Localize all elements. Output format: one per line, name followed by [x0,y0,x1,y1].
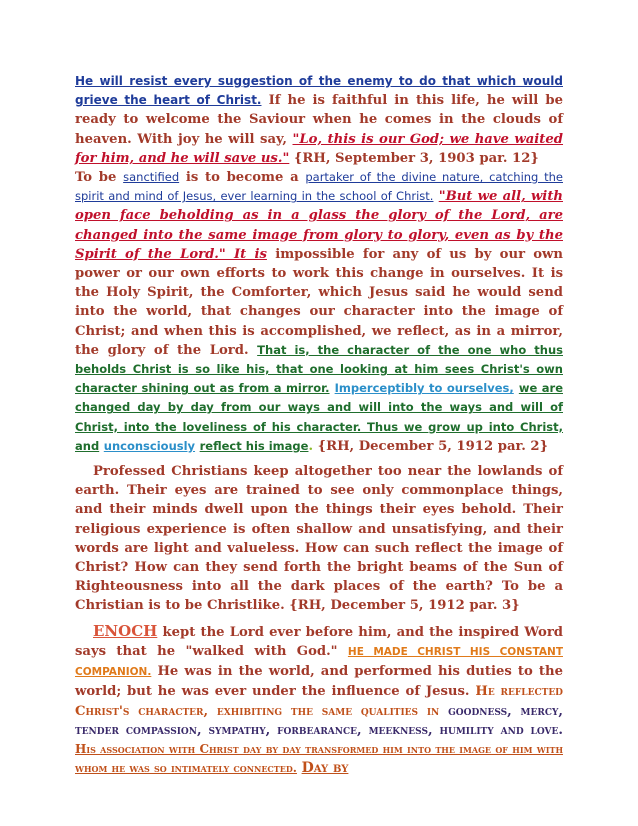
body-text: Professed Christians keep altogether too near the lowlands of earth. Their eyes are trained to see only commonplace things, and their minds dwell upon the things their eyes behold. Their religious experience is often shallow and unsatisfying, and their words are light and valueless. How can such reflect the image of Christ? How can they send forth the bright beams of the Sun of Righteousness into all the dark places of the earth? To be a Christian is to be Christlike. {RH, December 5, 1912 par. 3} [75,464,563,614]
paragraph-2 [75,168,563,456]
body-text: kept the Lord ever before him, and the inspired Word says that he "walked with God." [75,624,563,659]
paragraph-3 [75,462,563,616]
document-page [75,72,563,778]
underlined-word: sanctified [123,170,180,185]
underlined-green-text: we are changed day by day from our ways and will into the ways and will of Christ, into the loveliness of his character. Thus we grow up into Christ, and [75,381,563,453]
underlined-blue-text: partaker of the divine nature, catching the spirit and mind of Jesus, ever learning in the school of Christ. [75,170,563,204]
underlined-blue-text: He will resist every suggestion of the enemy to do that which would grieve the heart of Christ. [75,74,563,108]
underlined-small-caps-text: Day by [301,760,349,777]
paragraph-4 [75,622,563,779]
underlined-green-text: That is, the character of the one who thus beholds Christ is so like his, that one looking at him sees Christ's own character shining out as from a mirror. [75,342,563,396]
body-text: impossible for any of us by our own power or our own efforts to work this change in ourselves. It is the Holy Spirit, the Comforter, which Jesus said he would send into the world, that changes our character into the image of Christ; and when this is accomplished, we reflect, as in a mirror, the glory of the Lord. [75,246,563,358]
enoch-heading: ENOCH [93,621,158,640]
scripture-quote: "But we all, with open face beholding as in a glass the glory of the Lord, are changed into the same image from glory to glory, even as by the Spirit of the Lord." It is [75,189,563,262]
body-text: is to become a [179,170,306,186]
underlined-small-caps-text: His association with Christ day by day transformed him into the image of him with whom he was so intimately connected. [75,741,563,776]
small-caps-text: He reflected Christ's character, exhibiting the same qualities in [75,684,563,719]
underlined-light-blue-text: Imperceptibly to ourselves, [334,381,514,396]
underlined-green-text: reflect his image [199,438,309,453]
reference-citation: {RH, September 3, 1903 par. 12} [289,150,539,166]
body-text: If he is faithful in this life, he will be ready to welcome the Saviour when he comes in the clouds of heaven. With joy he will say, [75,93,563,147]
period: . [308,438,314,454]
body-text: He was in the world, and performed his duties to the world; but he was ever under the influence of Jesus. [75,664,563,700]
small-caps-dark-text: goodness, mercy, tender compassion, sympathy, forbearance, meekness, humility and love. [75,703,563,738]
underlined-orange-text: HE MADE CHRIST HIS CONSTANT COMPANION. [75,645,563,679]
paragraph-1 [75,72,563,168]
body-text: To be [75,170,124,186]
reference-citation: {RH, December 5, 1912 par. 2} [313,438,549,454]
underlined-light-blue-text: unconsciously [103,438,196,453]
scripture-quote: "Lo, this is our God; we have waited for him, and he will save us." [75,131,564,166]
